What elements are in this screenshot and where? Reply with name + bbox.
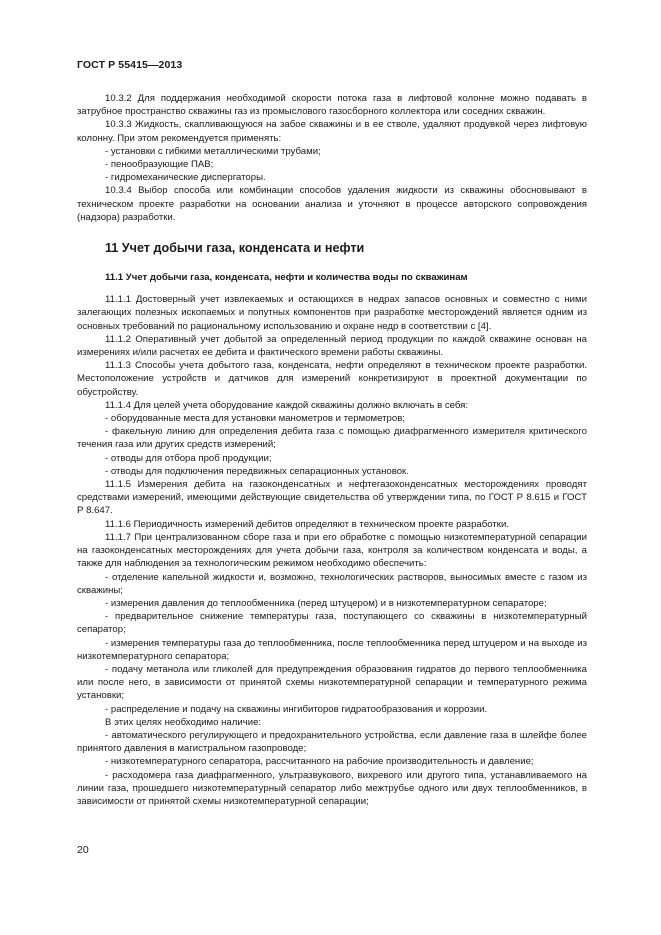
standard-header: ГОСТ Р 55415—2013: [77, 59, 183, 71]
list-item: - пенообразующие ПАВ;: [105, 159, 214, 171]
paragraph: 11.1.4 Для целей учета оборудование каждой скважины должно включать в себя:: [105, 399, 469, 411]
paragraph: 11.1.7 При централизованном сборе газа и при его обработке с помощью низкотемпературной сепарации на газоконденсатных месторождениях для учета добычи газа, контроля за количеством конденсата и воды, а также для наблюдения за технологическим режимом необходимо обеспечить:: [77, 531, 587, 570]
paragraph: В этих целях необходимо наличие:: [105, 716, 262, 728]
paragraph: 10.3.4 Выбор способа или комбинации способов удаления жидкости из скважины обосновывают в техническом проекте разработки на основании анализа и уточняют в процессе авторского сопровождения (надзора) разработки.: [77, 185, 587, 223]
list-item: - распределение и подачу на скважины ингибиторов гидратообразования и коррозии.: [105, 703, 488, 715]
paragraph: 10.3.2 Для поддержания необходимой скорости потока газа в лифтовой колонне можно подавать в затрубное пространство скважины газ из промыслового газосборного коллектора или соседних скважин.: [77, 93, 587, 118]
list-item: - подачу метанола или гликолей для предупреждения образования гидратов до первого теплообменника или после него, в зависимости от принятой схемы низкотемпературной сепарации и температурного режима установки;: [77, 663, 587, 702]
section-title: 11 Учет добычи газа, конденсата и нефти: [105, 241, 365, 256]
list-item: - измерения давления до теплообменника (перед штуцером) и в низкотемпературном сепараторе;: [105, 597, 547, 609]
list-item: - отводы для подключения передвижных сепарационных установок.: [105, 465, 409, 477]
list-item: - расходомера газа диафрагменного, ультразвукового, вихревого или другого типа, устанавливаемого на линии газа, прошедшего низкотемпературный сепаратор либо межтрубье одного или двух теплообменников, в зависимости от принятой схемы низкотемпературной сепарации;: [77, 769, 587, 807]
list-item: - измерения температуры газа до теплообменника, после теплообменника перед штуцером и на выходе из низкотемпературного сепаратора;: [77, 637, 587, 662]
paragraph: 11.1.6 Периодичность измерений дебитов определяют в техническом проекте разработки.: [105, 518, 509, 530]
paragraph: 10.3.3 Жидкость, скапливающуюся на забое скважины и в ее стволе, удаляют продувкой через лифтовую колонну. При этом рекомендуется применять:: [77, 119, 587, 144]
paragraph: 11.1.1 Достоверный учет извлекаемых и остающихся в недрах запасов основных и совместно с ними залегающих полезных ископаемых и попутных компонентов при разработке месторождений является одним из основных требований по рациональному использованию и охране недр в соответствии с [4].: [77, 294, 587, 332]
list-item: - автоматического регулирующего и предохранительного устройства, если давление газа в шлейфе более принятого давления в магистральном газопроводе;: [77, 729, 587, 755]
list-item: - гидромеханические диспергаторы.: [105, 172, 266, 184]
list-item: - факельную линию для определения дебита газа с помощью диафрагменного измерителя критического течения газа или других средств измерений;: [77, 426, 587, 451]
paragraph: 11.1.5 Измерения дебита на газоконденсатных и нефтегазоконденсатных месторождениях проводят средствами измерений, имеющими действующие свидетельства об утверждении типа, по ГОСТ Р 8.615 и ГОСТ Р 8.647.: [77, 479, 587, 517]
list-item: - установки с гибкими металлическими трубами;: [105, 145, 321, 157]
page-number: 20: [77, 844, 89, 856]
block-11-1: [77, 293, 587, 808]
list-item: - низкотемпературного сепаратора, рассчитанного на рабочие производительность и давление;: [105, 756, 534, 768]
paragraph: 11.1.2 Оперативный учет добытой за определенный период продукции по каждой скважине основан на измерениях и/или расчетах ее дебита и фактического времени работы скважины.: [77, 333, 587, 359]
block-10-3: [77, 92, 587, 224]
subsection-title: 11.1 Учет добычи газа, конденсата, нефти и количества воды по скважинам: [105, 272, 468, 284]
paragraph: 11.1.3 Способы учета добытого газа, конденсата, нефти определяют в техническом проекте разработки. Местоположение устройств и датчиков для измерений конкретизируют в проектной документации по обустройству.: [77, 360, 587, 398]
list-item: - отводы для отбора проб продукции;: [105, 452, 272, 464]
list-item: - отделение капельной жидкости и, возможно, технологических растворов, выносимых вместе с газом из скважины;: [77, 571, 587, 596]
list-item: - предварительное снижение температуры газа, поступающего со скважины в низкотемпературный сепаратор;: [77, 611, 587, 636]
page-content: [77, 92, 587, 808]
list-item: - оборудованные места для установки манометров и термометров;: [105, 413, 405, 425]
